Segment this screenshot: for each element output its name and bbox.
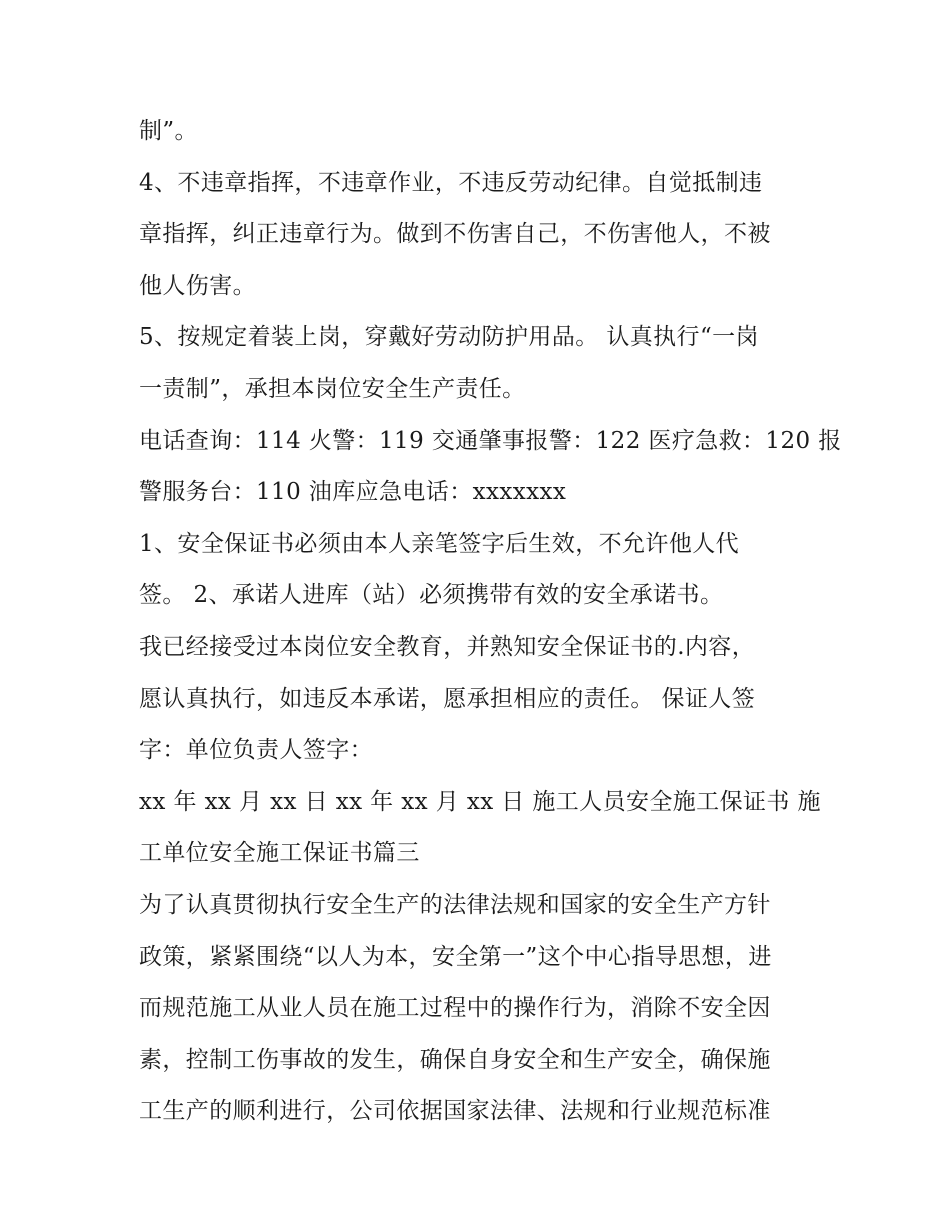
text-line: 电话查询：114 火警：119 交通肇事报警：122 医疗急救：120 报 [139,427,842,454]
text-line: xx 年 xx 月 xx 日 xx 年 xx 月 xx 日 施工人员安全施工保证书 施 [139,788,821,815]
text-line: 工单位安全施工保证书篇三 [139,840,420,867]
text-line: 政策，紧紧围绕“以人为本，安全第一”这个中心指导思想，进 [139,943,772,970]
text-line: 他人伤害。 [139,272,256,299]
text-line: 素，控制工伤事故的发生，确保自身安全和生产安全，确保施 [139,1046,771,1073]
text-line: 5、按规定着装上岗，穿戴好劳动防护用品。 认真执行“一岗 [139,324,759,351]
text-line: 为了认真贯彻执行安全生产的法律法规和国家的安全生产方针 [139,891,771,918]
text-line: 而规范施工从业人员在施工过程中的操作行为，消除不安全因 [139,995,771,1022]
text-line: 1、安全保证书必须由本人亲笔签字后生效，不允许他人代 [139,530,740,557]
text-line: 签。 2、承诺人进库（站）必须携带有效的安全承诺书。 [139,582,724,609]
text-line: 章指挥，纠正违章行为。做到不伤害自己，不伤害他人，不被 [139,221,771,248]
text-line: 一责制”，承担本岗位安全生产责任。 [139,375,526,402]
text-line: 4、不违章指挥，不违章作业，不违反劳动纪律。自觉抵制违 [139,169,763,196]
document-body [139,106,842,1138]
text-line: 字：单位负责人签字： [139,737,373,764]
text-line: 制”。 [139,118,198,144]
text-line: 工生产的顺利进行，公司依据国家法律、法规和行业规范标准 [139,1098,771,1125]
text-line: 我已经接受过本岗位安全教育，并熟知安全保证书的.内容， [139,633,756,660]
text-line: 愿认真执行，如违反本承诺，愿承担相应的责任。 保证人签 [139,685,756,712]
text-line: 警服务台：110 油库应急电话：xxxxxxx [139,479,567,506]
